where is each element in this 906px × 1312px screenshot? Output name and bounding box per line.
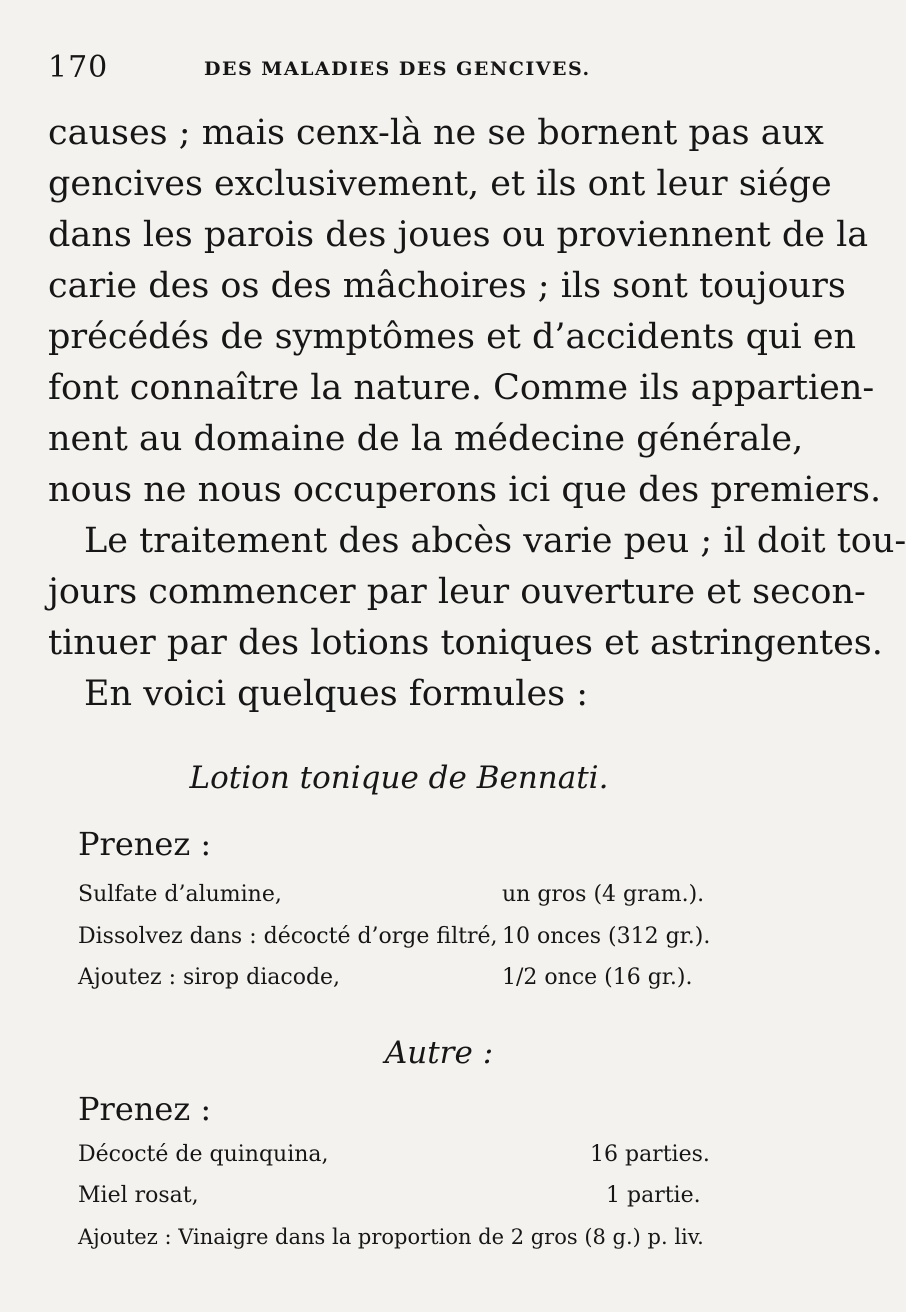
recipe-line — [78, 1140, 710, 1170]
text-line: font connaître la nature. Comme ils appartien- — [48, 368, 875, 408]
recipe-line — [78, 1181, 701, 1211]
text-line: gencives exclusivement, et ils ont leur siége — [48, 164, 832, 204]
formula-title: Lotion tonique de Bennati. — [189, 760, 609, 796]
formula-title: Autre : — [384, 1035, 494, 1071]
text-line: carie des os des mâchoires ; ils sont toujours — [48, 266, 846, 306]
running-title: DES MALADIES DES GENCIVES. — [204, 58, 591, 80]
amount: un gros (4 gram.). — [502, 882, 705, 907]
body-text — [48, 108, 906, 720]
running-header — [48, 50, 748, 90]
text-line: nent au domaine de la médecine générale, — [48, 419, 804, 459]
page-number: 170 — [48, 50, 109, 85]
amount: 10 onces (312 gr.). — [502, 924, 711, 949]
amount: 1/2 once (16 gr.). — [502, 965, 693, 990]
text-line: En voici quelques formules : — [84, 674, 589, 714]
recipe-line — [78, 963, 693, 993]
text-line: nous ne nous occuperons ici que des premiers. — [48, 470, 882, 510]
text-line: causes ; mais cenx-là ne se bornent pas aux — [48, 113, 824, 153]
amount: 1 partie. — [606, 1183, 701, 1208]
ingredient: Décocté de quinquina, — [78, 1142, 329, 1167]
text-line: précédés de symptômes et d’accidents qui en — [48, 317, 857, 357]
recipe-line — [78, 922, 711, 952]
text-line: dans les parois des joues ou proviennent de la — [48, 215, 869, 255]
ingredient: Dissolvez dans : décocté d’orge filtré, — [78, 924, 498, 949]
ingredient: Sulfate d’alumine, — [78, 882, 282, 907]
text-line: jours commencer par leur ouverture et secon- — [48, 572, 866, 612]
ingredient: Miel rosat, — [78, 1183, 199, 1208]
recipe-line: Ajoutez : Vinaigre dans la proportion de 2 gros (8 g.) p. liv. — [78, 1225, 704, 1249]
prenez-label: Prenez : — [78, 825, 212, 863]
text-line: Le traitement des abcès varie peu ; il doit tou- — [84, 521, 906, 561]
amount: 16 parties. — [590, 1142, 710, 1167]
recipe-line — [78, 880, 705, 910]
text-line: tinuer par des lotions toniques et astringentes. — [48, 623, 883, 663]
prenez-label: Prenez : — [78, 1090, 212, 1128]
ingredient: Ajoutez : sirop diacode, — [78, 965, 341, 990]
